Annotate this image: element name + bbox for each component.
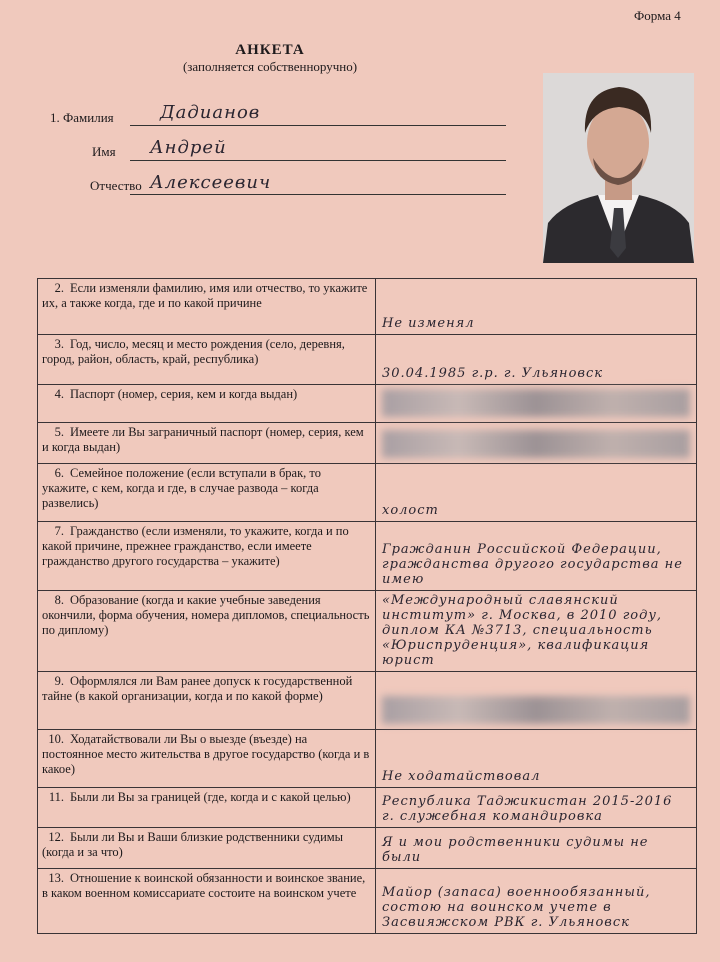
question-number: 2.: [54, 281, 64, 295]
table-row: [38, 279, 697, 335]
question-text: Паспорт (номер, серия, кем и когда выдан): [70, 387, 298, 401]
redacted-block: [382, 696, 690, 724]
answer-text: Майор (запаса) военнообязанный, состою на воинском учете в Засвияжском РВК г. Ульяновск: [382, 885, 651, 930]
table-row: [38, 730, 697, 788]
question-number: 10.: [48, 732, 64, 746]
question-text: Были ли Вы за границей (где, когда и с какой целью): [70, 790, 351, 804]
table-row: [38, 591, 697, 672]
patronymic-line: [130, 194, 506, 195]
surname-label: 1. Фамилия: [50, 110, 114, 125]
question-number: 13.: [48, 871, 64, 885]
answer-cell: [376, 869, 697, 934]
question-number: 11.: [48, 790, 64, 804]
question-text: Оформлялся ли Вам ранее допуск к государственной тайне (в какой организации, когда и по какой форме): [42, 674, 353, 703]
redacted-block: [382, 389, 690, 417]
question-number: 7.: [54, 524, 64, 538]
redacted-block: [382, 430, 690, 458]
question-number: 6.: [54, 466, 64, 480]
question-cell: [38, 788, 376, 828]
question-cell: [38, 730, 376, 788]
answer-text: холост: [382, 503, 439, 518]
name-value: Андрей: [150, 137, 227, 158]
answer-cell: [376, 591, 697, 672]
table-row: [38, 869, 697, 934]
table-row: [38, 423, 697, 464]
question-cell: [38, 423, 376, 464]
patronymic-label: Отчество: [90, 178, 142, 193]
answer-cell: [376, 279, 697, 335]
form-number: Форма 4: [634, 8, 681, 23]
question-text: Гражданство (если изменяли, то укажите, когда и по какой причине, прежнее гражданство, если имеете гражданство другого государства – укажите): [42, 524, 349, 568]
table-row: [38, 335, 697, 385]
question-number: 8.: [54, 593, 64, 607]
answer-cell: [376, 788, 697, 828]
answer-text: «Международный славянский институт» г. Москва, в 2010 году, диплом КА №3713, специальность «Юриспруденция», квалификация юрист: [382, 593, 663, 668]
table-row: [38, 464, 697, 522]
question-text: Ходатайствовали ли Вы о выезде (въезде) на постоянное место жительства в другое государство (когда и в какое): [42, 732, 370, 776]
table-row: [38, 672, 697, 730]
answer-cell: [376, 730, 697, 788]
answer-text: Не изменял: [382, 316, 475, 331]
answer-cell: [376, 464, 697, 522]
answer-cell: [376, 828, 697, 869]
question-text: Год, число, месяц и место рождения (село, деревня, город, район, область, край, республика): [42, 337, 345, 366]
answer-text: Я и мои родственники судимы не были: [382, 835, 649, 865]
question-text: Если изменяли фамилию, имя или отчество, то укажите их, а также когда, где и по какой причине: [42, 281, 368, 310]
document-title: АНКЕТА: [235, 42, 305, 58]
answer-text: Республика Таджикистан 2015-2016 г. служебная командировка: [382, 794, 673, 824]
patronymic-value: Алексеевич: [150, 172, 272, 193]
question-cell: [38, 828, 376, 869]
question-cell: [38, 464, 376, 522]
questionnaire-table: [37, 278, 697, 934]
question-text: Имеете ли Вы заграничный паспорт (номер, серия, кем и когда выдан): [42, 425, 364, 454]
answer-cell: [376, 423, 697, 464]
table-row: [38, 788, 697, 828]
question-cell: [38, 385, 376, 423]
answer-cell: [376, 522, 697, 591]
answer-cell: [376, 335, 697, 385]
question-cell: [38, 335, 376, 385]
question-cell: [38, 672, 376, 730]
question-number: 12.: [48, 830, 64, 844]
question-number: 3.: [54, 337, 64, 351]
surname-value: Дадианов: [160, 102, 261, 123]
question-cell: [38, 522, 376, 591]
question-text: Отношение к воинской обязанности и воинское звание, в каком военном комиссариате состоите на воинском учете: [42, 871, 366, 900]
question-text: Были ли Вы и Ваши близкие родственники судимы (когда и за что): [42, 830, 344, 859]
question-text: Семейное положение (если вступали в брак, то укажите, с кем, когда и где, в случае развода – когда развелись): [42, 466, 321, 510]
name-label: Имя: [92, 144, 116, 159]
answer-text: 30.04.1985 г.р. г. Ульяновск: [382, 366, 604, 381]
table-row: [38, 385, 697, 423]
answer-cell: [376, 672, 697, 730]
answer-cell: [376, 385, 697, 423]
question-number: 5.: [54, 425, 64, 439]
question-text: Образование (когда и какие учебные заведения окончили, форма обучения, номера дипломов, специальность по диплому): [42, 593, 370, 637]
table-row: [38, 828, 697, 869]
table-row: [38, 522, 697, 591]
name-line: [130, 160, 506, 161]
question-number: 4.: [54, 387, 64, 401]
answer-text: Гражданин Российской Федерации, гражданства другого государства не имею: [382, 542, 683, 587]
portrait-photo: [543, 73, 694, 263]
question-cell: [38, 591, 376, 672]
answer-text: Не ходатайствовал: [382, 769, 541, 784]
question-cell: [38, 279, 376, 335]
question-cell: [38, 869, 376, 934]
question-number: 9.: [54, 674, 64, 688]
document-subtitle: (заполняется собственноручно): [182, 59, 358, 74]
surname-line: [130, 125, 506, 126]
